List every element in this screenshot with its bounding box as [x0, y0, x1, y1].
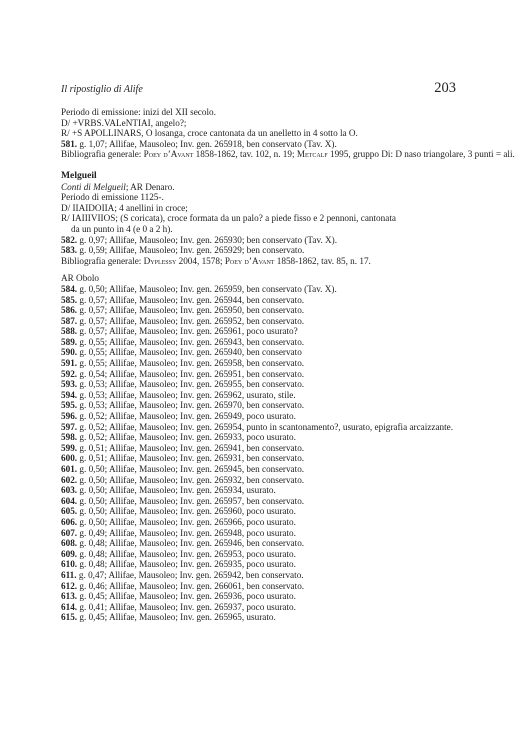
entry-text: g. 0,50; Allifae, Mausoleo; Inv. gen. 265959, ben conservato (Tav. X). [77, 283, 337, 294]
catalog-entry [61, 369, 456, 380]
entry-text: g. 0,55; Allifae, Mausoleo; Inv. gen. 265943, ben conservato. [77, 336, 305, 347]
entry-text: g. 0,57; Allifae, Mausoleo; Inv. gen. 265950, ben conservato. [77, 305, 305, 316]
catalog-entry [61, 379, 456, 390]
entry-number: 594. [61, 389, 78, 400]
bibliography-text: 2004, 1578; [176, 255, 225, 266]
catalog-entry [61, 549, 456, 560]
entry-number: 596. [61, 411, 78, 422]
catalog-entry [61, 358, 456, 369]
reverse-line-cont: da un punto in 4 (e 0 a 2 h). [71, 223, 173, 234]
catalog-entry [61, 602, 456, 613]
entry-number: 584. [61, 283, 78, 294]
entry-number: 610. [61, 559, 78, 570]
entry-number: 593. [61, 379, 78, 390]
page-header [61, 80, 456, 100]
bibliography-text: 1858-1862, tav. 85, n. 17. [274, 255, 371, 266]
catalog-entry [61, 496, 456, 507]
entry-number: 615. [61, 612, 78, 623]
reverse-line: R/ IAIIIVIIOS; (S coricata), croce formata da un palo? a piede fisso e 2 pennoni, cantonata [61, 213, 396, 224]
bibliography-label: Bibliografia generale: [61, 149, 144, 160]
entry-number: 605. [61, 506, 78, 517]
catalog-entry [61, 517, 456, 528]
entry-number: 606. [61, 516, 78, 527]
catalog-entry [61, 612, 456, 623]
reverse-line: R/ +S APOLLINARS, O losanga, croce cantonata da un anelletto in 4 sotto la O. [61, 128, 358, 139]
entry-text: g. 0,45; Allifae, Mausoleo; Inv. gen. 265936, poco usurato. [77, 591, 296, 602]
entry-text: g. 0,97; Allifae, Mausoleo; Inv. gen. 265930; ben conservato (Tav. X). [77, 234, 338, 245]
catalog-entry [61, 443, 456, 454]
entry-text: g. 0,45; Allifae, Mausoleo; Inv. gen. 265965, usurato. [77, 612, 276, 623]
entry-text: g. 0,50; Allifae, Mausoleo; Inv. gen. 265957, ben conservato. [77, 495, 305, 506]
entry-number: 598. [61, 432, 78, 443]
catalog-entry [61, 245, 456, 256]
entry-text: g. 0,50; Allifae, Mausoleo; Inv. gen. 265945, ben conservato. [77, 464, 305, 474]
entry-text: g. 0,48; Allifae, Mausoleo; Inv. gen. 265935, poco usurato. [77, 559, 296, 570]
entry-number: 583. [61, 245, 78, 256]
period-line: Periodo di emissione 1125-. [61, 192, 164, 203]
catalog-entry [61, 538, 456, 549]
entry-number: 582. [61, 234, 78, 245]
entry-text: g. 0,51; Allifae, Mausoleo; Inv. gen. 265941, ben conservato. [77, 442, 305, 453]
catalog-entry [61, 581, 456, 592]
entry-number: 586. [61, 305, 78, 316]
entry-text: g. 0,53; Allifae, Mausoleo; Inv. gen. 265955, ben conservato. [77, 379, 305, 390]
catalog-entry [61, 528, 456, 539]
entry-number: 585. [61, 294, 78, 305]
entry-text: g. 0,48; Allifae, Mausoleo; Inv. gen. 265946, ben conservato. [77, 538, 305, 549]
catalog-entry [61, 485, 456, 496]
catalog-entry [61, 411, 456, 422]
entry-number: 609. [61, 548, 78, 559]
catalog-entry [61, 570, 456, 581]
entry-number: 597. [61, 421, 78, 432]
bibliography-line [61, 149, 515, 160]
entry-text: g. 0,55; Allifae, Mausoleo; Inv. gen. 265958, ben conservato. [77, 358, 305, 369]
spacer [61, 266, 456, 273]
entry-number: 587. [61, 315, 78, 326]
entry-number: 611. [61, 569, 77, 580]
page-body [61, 107, 515, 623]
catalog-entry [61, 591, 456, 602]
catalog-entry [61, 326, 456, 337]
entry-number: 590. [61, 347, 78, 358]
entry-text: g. 0,50; Allifae, Mausoleo; Inv. gen. 265960, poco usurato. [77, 506, 296, 517]
catalog-entry [61, 422, 456, 433]
catalog-entry [61, 464, 456, 475]
bibliography-author: Metcalf [296, 149, 328, 160]
catalog-entry [61, 305, 456, 316]
obverse-line: D/ IIAIDOIIA; 4 anellini in croce; [61, 202, 188, 213]
entry-text: g. 0,52; Allifae, Mausoleo; Inv. gen. 265954, punto in scantonamento?, usurato, epigrafia arcaizzante. [77, 421, 454, 432]
catalog-entry [61, 559, 456, 570]
entry-text: g. 0,57; Allifae, Mausoleo; Inv. gen. 265944, ben conservato. [77, 294, 305, 305]
entry-number: 591. [61, 358, 78, 369]
catalog-entry [61, 347, 456, 358]
entry-text: g. 1,07; Allifae, Mausoleo; Inv. gen. 265918, ben conservato (Tav. X). [77, 138, 337, 149]
entry-text: g. 0,51; Allifae, Mausoleo; Inv. gen. 265931, ben conservato. [77, 453, 305, 464]
catalog-entry [61, 139, 456, 150]
catalog-entry [61, 316, 456, 327]
catalog-entry [61, 475, 456, 486]
bibliography-author: Dyplessy [143, 255, 177, 266]
catalog-entry [61, 390, 456, 401]
entry-number: 588. [61, 326, 78, 337]
entry-text: g. 0,50; Allifae, Mausoleo; Inv. gen. 265966, poco usurato. [77, 516, 296, 527]
entry-number: 599. [61, 442, 78, 453]
entry-number: 612. [61, 580, 78, 591]
entry-text: g. 0,57; Allifae, Mausoleo; Inv. gen. 265952, ben conservato. [77, 315, 305, 326]
bibliography-line [61, 256, 456, 267]
entry-text: g. 0,57; Allifae, Mausoleo; Inv. gen. 265961, poco usurato? [77, 326, 298, 337]
entry-text: g. 0,53; Allifae, Mausoleo; Inv. gen. 265962, usurato, stile. [77, 389, 296, 400]
entry-number: 595. [61, 400, 78, 411]
bibliography-author: Poey d’Avant [143, 149, 194, 160]
bibliography-text: 1858-1862, tav. 102, n. 19; [193, 149, 297, 160]
entry-number: 613. [61, 591, 78, 602]
catalog-entry [61, 235, 456, 246]
spacer [61, 160, 456, 171]
entry-text: g. 0,50; Allifae, Mausoleo; Inv. gen. 265932, ben conservato. [77, 474, 305, 485]
catalog-entry [61, 506, 456, 517]
obolo-entries [61, 284, 456, 623]
entry-number: 581. [61, 138, 78, 149]
catalog-entry [61, 432, 456, 443]
entry-text: g. 0,59; Allifae, Mausoleo; Inv. gen. 265929; ben conservato. [77, 245, 305, 256]
entry-text: g. 0,48; Allifae, Mausoleo; Inv. gen. 265953, poco usurato. [77, 548, 296, 559]
catalog-entry [61, 337, 456, 348]
entry-number: 604. [61, 495, 78, 506]
entry-number: 592. [61, 368, 78, 379]
catalog-entry [61, 453, 456, 464]
entry-text: g. 0,49; Allifae, Mausoleo; Inv. gen. 265948, poco usurato. [77, 527, 296, 538]
bibliography-label: Bibliografia generale: [61, 255, 144, 266]
entry-text: g. 0,47; Allifae, Mausoleo; Inv. gen. 265942, ben conservato. [76, 569, 304, 580]
issuer-name: Conti di Melgueil [61, 181, 126, 192]
subsection-heading: AR Obolo [61, 273, 100, 284]
denomination: ; AR Denaro. [125, 181, 175, 192]
entry-text: g. 0,46; Allifae, Mausoleo; Inv. gen. 266061, ben conservato. [77, 580, 305, 591]
entry-text: g. 0,52; Allifae, Mausoleo; Inv. gen. 265933, poco usurato. [77, 432, 296, 443]
section-heading: Melgueil [61, 169, 97, 181]
catalog-entry [61, 295, 456, 306]
entry-text: g. 0,54; Allifae, Mausoleo; Inv. gen. 265951, ben conservato. [77, 368, 305, 379]
entry-text: g. 0,53; Allifae, Mausoleo; Inv. gen. 265970, ben conservato. [77, 400, 305, 411]
entry-text: g. 0,55; Allifae, Mausoleo; Inv. gen. 265940, ben conservato [77, 347, 302, 358]
entry-number: 600. [61, 453, 78, 464]
page-number: 203 [434, 80, 456, 96]
bibliography-text: 1995, gruppo Di: D naso triangolare, 3 punti = ali. [327, 149, 515, 160]
running-title: Il ripostiglio di Alife [61, 84, 143, 95]
period-line: Periodo di emissione: inizi del XII secolo. [61, 107, 216, 117]
entry-number: 614. [61, 601, 78, 612]
catalog-entry [61, 400, 456, 411]
bibliography-author: Poey d’Avant [224, 255, 275, 266]
entry-number: 602. [61, 474, 78, 485]
entry-text: g. 0,41; Allifae, Mausoleo; Inv. gen. 265937, poco usurato. [77, 601, 296, 612]
entry-number: 589. [61, 336, 78, 347]
entry-number: 607. [61, 527, 78, 538]
entry-number: 601. [61, 464, 78, 474]
entry-number: 608. [61, 538, 78, 549]
catalog-entry [61, 284, 456, 295]
issuer-line [61, 182, 456, 193]
entry-text: g. 0,50; Allifae, Mausoleo; Inv. gen. 265934, usurato. [77, 485, 276, 496]
entry-text: g. 0,52; Allifae, Mausoleo; Inv. gen. 265949, poco usurato. [77, 411, 296, 422]
obverse-line: D/ +VRBS.VALeNTIAI, angelo?; [61, 117, 187, 128]
entry-number: 603. [61, 485, 78, 496]
